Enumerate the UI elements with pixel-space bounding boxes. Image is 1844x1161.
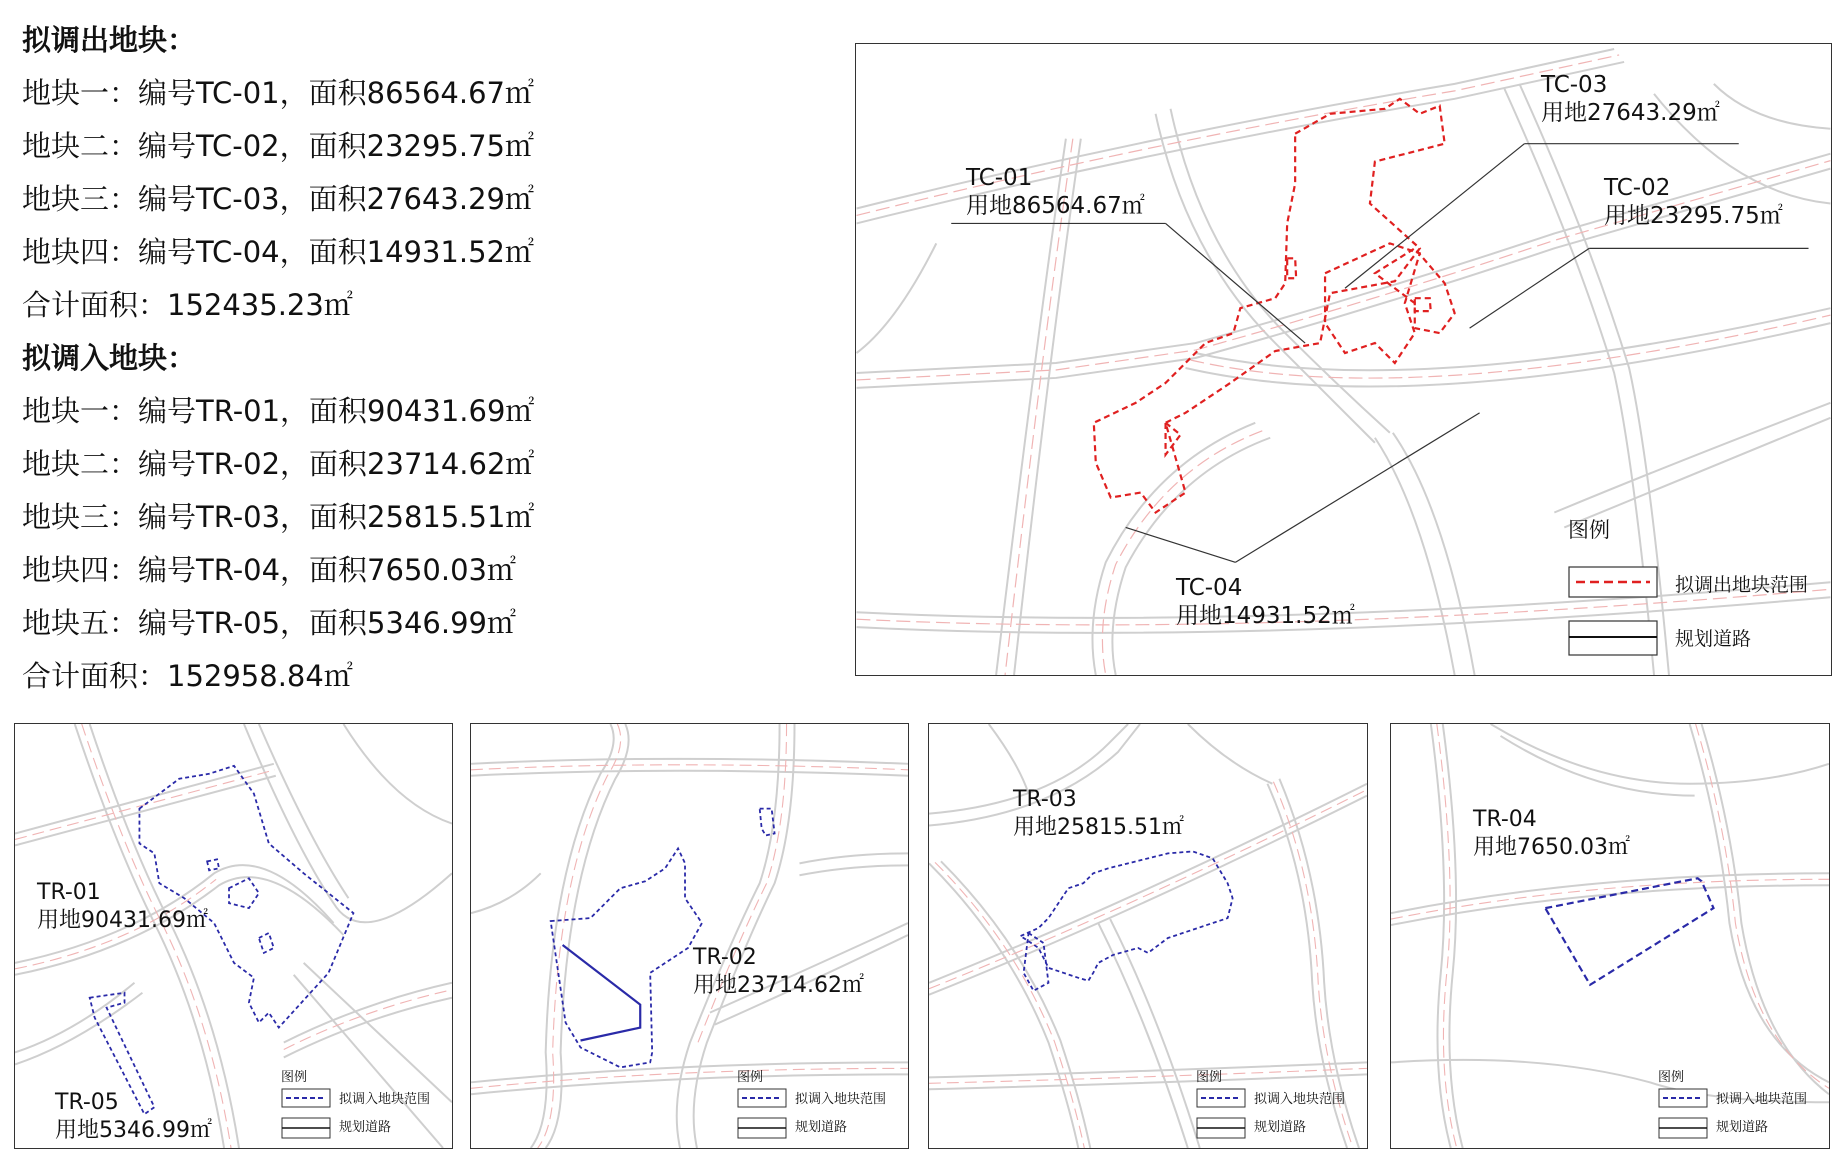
out-parcels-map <box>855 43 1832 676</box>
tr03-code: TR-03 <box>1013 787 1077 812</box>
legend-swatches <box>1568 566 1660 656</box>
legend-road-label: 规划道路 <box>1254 1120 1307 1135</box>
legend-title: 图例 <box>1196 1070 1223 1085</box>
out-parcel-boundaries <box>1094 99 1455 513</box>
out-line-1: 地块一：编号TC-01，面积86564.67㎡ <box>22 76 535 110</box>
legend-title: 图例 <box>1568 518 1610 542</box>
tc02-code: TC-02 <box>1604 175 1671 201</box>
tr02-area: 用地23714.62㎡ <box>693 973 864 998</box>
tr02-label <box>693 944 864 1000</box>
tr03-area: 用地25815.51㎡ <box>1013 815 1184 840</box>
tc01-area: 用地86564.67㎡ <box>966 193 1145 219</box>
tc04-area: 用地14931.52㎡ <box>1176 603 1355 629</box>
in-line-2: 地块二：编号TR-02，面积23714.62㎡ <box>22 447 535 481</box>
legend-swatches <box>281 1088 333 1140</box>
tr01-area: 用地90431.69㎡ <box>37 908 208 933</box>
legend-boundary-label: 拟调出地块范围 <box>1675 574 1809 596</box>
out-line-4: 地块四：编号TC-04，面积14931.52㎡ <box>22 235 535 269</box>
in-line-5: 地块五：编号TR-05，面积5346.99㎡ <box>22 606 516 640</box>
legend-boundary-label: 拟调入地块范围 <box>1716 1092 1808 1107</box>
legend-boundary-label: 拟调入地块范围 <box>339 1092 431 1107</box>
in-line-3: 地块三：编号TR-03，面积25815.51㎡ <box>22 500 535 534</box>
out-line-2: 地块二：编号TC-02，面积23295.75㎡ <box>22 129 535 163</box>
tc01-code: TC-01 <box>966 165 1033 191</box>
tc04-label <box>1176 574 1355 630</box>
in-line-1: 地块一：编号TR-01，面积90431.69㎡ <box>22 394 535 428</box>
legend-road-label: 规划道路 <box>795 1120 848 1135</box>
tr04-map <box>1390 723 1830 1149</box>
tc04-code: TC-04 <box>1176 575 1243 601</box>
legend-title: 图例 <box>281 1070 308 1085</box>
out-map-legend <box>1568 514 1828 669</box>
tr05-code: TR-05 <box>55 1090 119 1115</box>
tr01-code: TR-01 <box>37 880 101 905</box>
legend-title: 图例 <box>737 1070 764 1085</box>
tc02-label <box>1604 174 1783 230</box>
tr05-area: 用地5346.99㎡ <box>55 1118 212 1143</box>
tr02-map <box>470 723 909 1149</box>
tr04-legend <box>1658 1066 1828 1146</box>
tr01-tr05-map <box>14 723 453 1149</box>
tc02-area: 用地23295.75㎡ <box>1604 203 1783 229</box>
tc01-label <box>966 164 1145 220</box>
parcel-summary <box>22 14 534 703</box>
tr03-label <box>1013 786 1184 842</box>
legend-swatches <box>1658 1088 1710 1140</box>
tc03-label <box>1541 71 1720 127</box>
tr03-map <box>928 723 1368 1149</box>
legend-boundary-label: 拟调入地块范围 <box>795 1092 887 1107</box>
tr03-legend <box>1196 1066 1366 1146</box>
tc03-code: TC-03 <box>1541 72 1608 98</box>
out-section-title: 拟调出地块： <box>22 23 197 57</box>
tr01-legend <box>281 1066 451 1146</box>
legend-swatches <box>1196 1088 1248 1140</box>
tr04-code: TR-04 <box>1473 807 1537 832</box>
tr05-label <box>55 1089 212 1145</box>
legend-road-label: 规划道路 <box>1675 628 1752 650</box>
tc03-area: 用地27643.29㎡ <box>1541 100 1720 126</box>
legend-road-label: 规划道路 <box>1716 1120 1769 1135</box>
in-section-title: 拟调入地块： <box>22 341 197 375</box>
in-line-4: 地块四：编号TR-04，面积7650.03㎡ <box>22 553 516 587</box>
tr02-legend <box>737 1066 907 1146</box>
legend-boundary-label: 拟调入地块范围 <box>1254 1092 1346 1107</box>
tr04-label <box>1473 806 1630 862</box>
tr02-code: TR-02 <box>693 945 757 970</box>
out-total: 合计面积：152435.23㎡ <box>22 288 353 322</box>
tr01-label <box>37 879 208 935</box>
in-total: 合计面积：152958.84㎡ <box>22 659 353 693</box>
legend-road-label: 规划道路 <box>339 1120 392 1135</box>
tr04-area: 用地7650.03㎡ <box>1473 835 1630 860</box>
legend-title: 图例 <box>1658 1070 1685 1085</box>
legend-swatches <box>737 1088 789 1140</box>
out-line-3: 地块三：编号TC-03，面积27643.29㎡ <box>22 182 535 216</box>
